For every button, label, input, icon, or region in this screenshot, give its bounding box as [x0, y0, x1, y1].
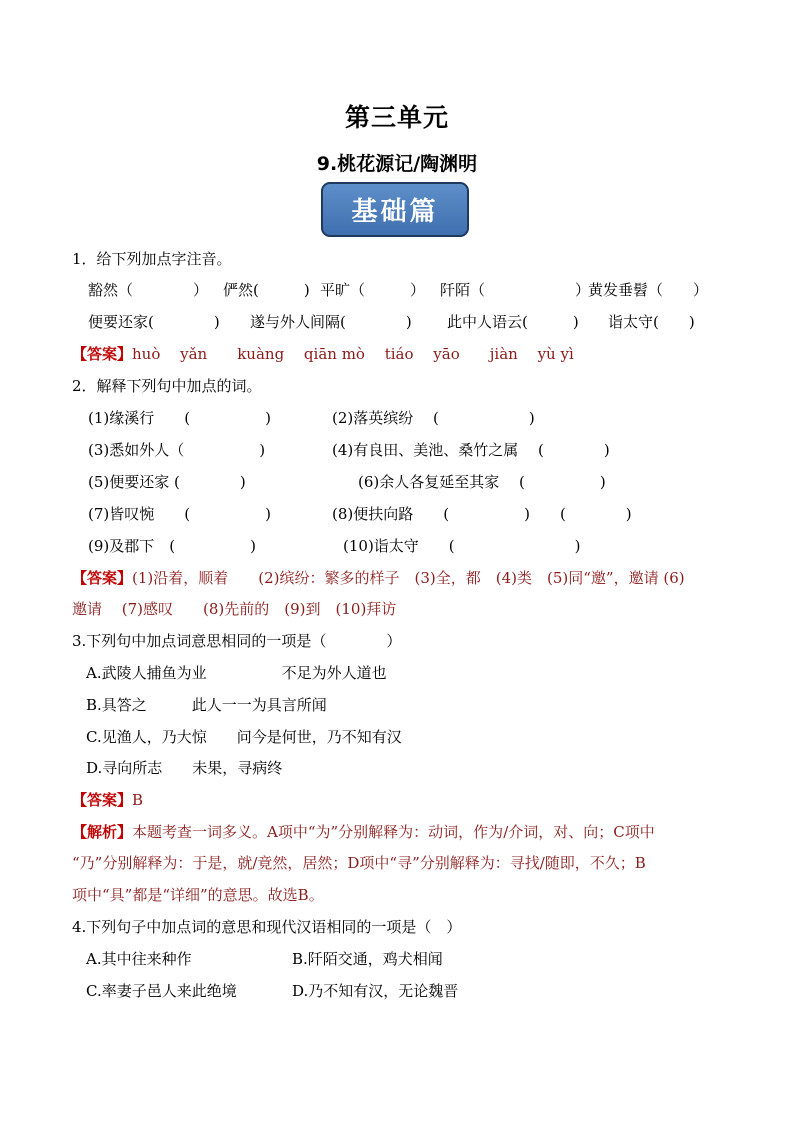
q2-item: (4)有良田、美池、桑竹之属 ( ): [332, 441, 610, 459]
answer-text: B: [132, 791, 144, 809]
q3-analysis: [72, 822, 655, 842]
q3-option-b: B.具答之 此人一一为具言所闻: [86, 696, 327, 714]
q1-item: 俨然( ): [223, 281, 310, 299]
q4-option-c: C.率妻子邑人来此绝境: [86, 982, 237, 1000]
q1-item: 平旷（ ）: [320, 281, 426, 299]
answer-label: 【答案】: [72, 791, 133, 809]
q2-item: (8)便扶向路 ( ) ( ): [332, 505, 632, 523]
q1-item: 此中人语云( ): [447, 313, 579, 331]
q3-stem: 3.下列句中加点词意思相同的一项是（ ）: [72, 632, 402, 650]
q4-option-a: A.其中往来种作: [86, 950, 192, 968]
q2-item: (2)落英缤纷 ( ): [332, 409, 535, 427]
q1-item: 诣太守( ): [608, 313, 695, 331]
section-banner: [321, 182, 469, 237]
answer-label: 【答案】: [72, 569, 133, 587]
q3-option-d: D.寻向所志 未果，寻病终: [86, 759, 283, 777]
q2-item: (9)及郡下 ( ): [88, 537, 256, 555]
q1-item: 便要还家( ): [88, 313, 220, 331]
q4-stem: 4.下列句子中加点词的意思和现代汉语相同的一项是（ ）: [72, 918, 462, 936]
q2-item: (6)余人各复延至其家 ( ): [358, 473, 606, 491]
q1-answer: [72, 344, 574, 364]
q1-item: 遂与外人间隔( ): [250, 313, 412, 331]
q4-option-d: D.乃不知有汉，无论魏晋: [292, 982, 459, 1000]
analysis-label: 【解析】: [72, 823, 133, 841]
q1-stem: 1．给下列加点字注音。: [72, 250, 232, 268]
q2-item: (3)悉如外人（ ): [88, 441, 266, 459]
answer-text: huò yǎn kuàng qiān mò tiáo yāo jiàn yù yì: [132, 345, 574, 363]
q2-item: (7)皆叹惋 ( ): [88, 505, 271, 523]
q2-answer: [72, 568, 685, 588]
q1-item: 豁然（ ）: [88, 281, 209, 299]
answer-text: (1)沿着，顺着 (2)缤纷：繁多的样子 (3)全，都 (4)类 (5)同“邀”，邀请 (6): [132, 569, 685, 587]
q3-analysis-line2: “乃”分别解释为：于是，就/竟然，居然；D项中“寻”分别解释为：寻找/随即，不久；B: [72, 854, 646, 872]
q3-analysis-line3: 项中“具”都是“详细”的意思。故选B。: [72, 886, 324, 904]
q3-answer: [72, 790, 143, 810]
q1-item: 阡陌（ ）: [440, 281, 591, 299]
q2-item: (10)诣太守 ( ): [343, 537, 581, 555]
q2-answer-continued: 邀请 (7)感叹 (8)先前的 (9)到 (10)拜访: [72, 600, 397, 618]
banner-label: 基础篇: [351, 197, 439, 227]
lesson-title: 9.桃花源记/陶渊明: [316, 153, 478, 175]
q2-item: (5)便要还家 ( ): [88, 473, 246, 491]
q3-option-a: A.武陵人捕鱼为业 不足为外人道也: [86, 664, 387, 682]
q2-item: (1)缘溪行 ( ): [88, 409, 271, 427]
answer-label: 【答案】: [72, 345, 133, 363]
q2-stem: 2．解释下列句中加点的词。: [72, 377, 262, 395]
q4-option-b: B.阡陌交通，鸡犬相闻: [292, 950, 443, 968]
analysis-text: 本题考查一词多义。A项中“为”分别解释为：动词，作为/介词，对、向；C项中: [132, 823, 655, 841]
q1-item: 黄发垂髫（ ）: [588, 281, 709, 299]
q3-option-c: C.见渔人，乃大惊 问今是何世，乃不知有汉: [86, 728, 402, 746]
unit-title: 第三单元: [344, 103, 449, 132]
